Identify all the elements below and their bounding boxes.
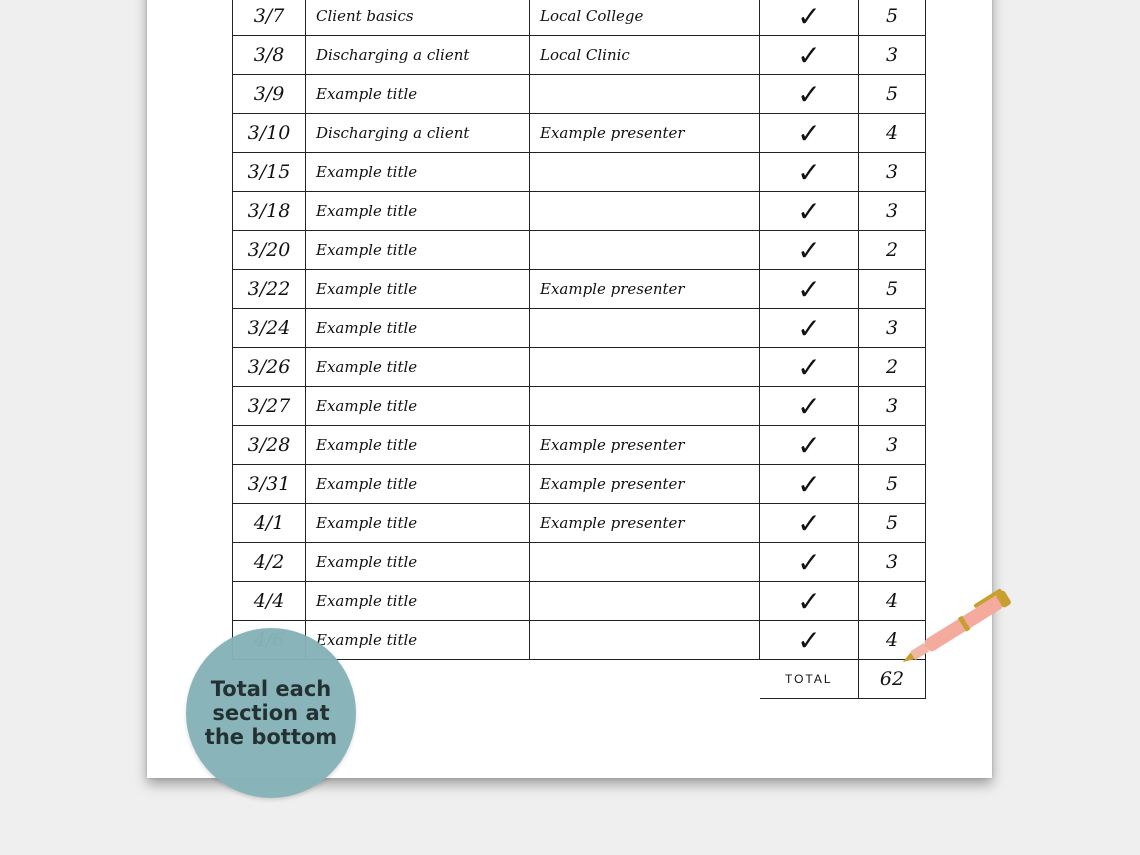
row-presenter: Example presenter <box>530 465 760 504</box>
row-title: Example title <box>306 504 530 543</box>
table-row <box>233 582 926 621</box>
row-presenter: Example presenter <box>530 426 760 465</box>
table-row <box>233 153 926 192</box>
row-hours: 3 <box>859 309 926 348</box>
row-date: 3/22 <box>233 270 306 309</box>
row-title: Example title <box>306 270 530 309</box>
row-date: 3/18 <box>233 192 306 231</box>
row-presenter <box>530 231 760 270</box>
row-date: 3/8 <box>233 36 306 75</box>
row-date: 3/10 <box>233 114 306 153</box>
row-hours: 2 <box>859 231 926 270</box>
row-hours: 5 <box>859 270 926 309</box>
callout-text: Total each section at the bottom <box>204 677 338 749</box>
row-presenter: Example presenter <box>530 270 760 309</box>
checkmark-icon: ✓ <box>760 0 859 36</box>
checkmark-icon: ✓ <box>760 309 859 348</box>
row-title: Client basics <box>306 0 530 36</box>
row-presenter: Example presenter <box>530 504 760 543</box>
row-title: Example title <box>306 426 530 465</box>
total-label: TOTAL <box>760 660 859 699</box>
checkmark-icon: ✓ <box>760 192 859 231</box>
checkmark-icon: ✓ <box>760 348 859 387</box>
row-hours: 3 <box>859 543 926 582</box>
row-presenter: Example presenter <box>530 114 760 153</box>
row-presenter <box>530 192 760 231</box>
table-row <box>233 270 926 309</box>
row-title: Discharging a client <box>306 114 530 153</box>
row-presenter <box>530 582 760 621</box>
row-date: 3/28 <box>233 426 306 465</box>
checkmark-icon: ✓ <box>760 153 859 192</box>
checkmark-icon: ✓ <box>760 114 859 153</box>
row-presenter <box>530 153 760 192</box>
checkmark-icon: ✓ <box>760 426 859 465</box>
row-date: 3/27 <box>233 387 306 426</box>
table-row <box>233 36 926 75</box>
table-row <box>233 621 926 660</box>
checkmark-icon: ✓ <box>760 387 859 426</box>
row-presenter <box>530 309 760 348</box>
row-hours: 3 <box>859 426 926 465</box>
row-presenter: Local Clinic <box>530 36 760 75</box>
pen-icon <box>890 575 1035 675</box>
callout-badge <box>186 628 356 798</box>
row-hours: 3 <box>859 36 926 75</box>
table-row <box>233 0 926 36</box>
row-title: Example title <box>306 231 530 270</box>
row-title: Example title <box>306 309 530 348</box>
row-date: 4/1 <box>233 504 306 543</box>
row-hours: 5 <box>859 465 926 504</box>
row-presenter <box>530 543 760 582</box>
table-row <box>233 114 926 153</box>
row-date: 4/2 <box>233 543 306 582</box>
checkmark-icon: ✓ <box>760 75 859 114</box>
row-title: Discharging a client <box>306 36 530 75</box>
row-hours: 4 <box>859 621 926 660</box>
checkmark-icon: ✓ <box>760 543 859 582</box>
row-title: Example title <box>306 387 530 426</box>
table-row <box>233 465 926 504</box>
table-row <box>233 231 926 270</box>
checkmark-icon: ✓ <box>760 582 859 621</box>
row-title: Example title <box>306 153 530 192</box>
row-hours: 5 <box>859 75 926 114</box>
row-date: 3/9 <box>233 75 306 114</box>
row-date: 3/26 <box>233 348 306 387</box>
row-hours: 4 <box>859 582 926 621</box>
table-row <box>233 387 926 426</box>
row-hours: 2 <box>859 348 926 387</box>
row-title: Example title <box>306 465 530 504</box>
row-hours: 3 <box>859 387 926 426</box>
checkmark-icon: ✓ <box>760 36 859 75</box>
row-date: 3/15 <box>233 153 306 192</box>
checkmark-icon: ✓ <box>760 231 859 270</box>
checkmark-icon: ✓ <box>760 465 859 504</box>
row-presenter: Local College <box>530 0 760 36</box>
row-date: 3/20 <box>233 231 306 270</box>
table-row <box>233 192 926 231</box>
table-row <box>233 348 926 387</box>
row-title: Example title <box>306 582 530 621</box>
row-title: Example title <box>306 192 530 231</box>
checkmark-icon: ✓ <box>760 621 859 660</box>
row-title: Example title <box>306 348 530 387</box>
table-row <box>233 75 926 114</box>
row-presenter <box>530 387 760 426</box>
row-hours: 5 <box>859 0 926 36</box>
checkmark-icon: ✓ <box>760 270 859 309</box>
row-date: 3/7 <box>233 0 306 36</box>
row-hours: 3 <box>859 153 926 192</box>
row-title: Example title <box>306 543 530 582</box>
row-date: 4/4 <box>233 582 306 621</box>
row-presenter <box>530 621 760 660</box>
row-title: Example title <box>306 621 530 660</box>
row-date: 3/31 <box>233 465 306 504</box>
row-hours: 3 <box>859 192 926 231</box>
total-value: 62 <box>859 660 926 699</box>
table-row <box>233 504 926 543</box>
row-date: 3/24 <box>233 309 306 348</box>
checkmark-icon: ✓ <box>760 504 859 543</box>
row-presenter <box>530 75 760 114</box>
table-row <box>233 309 926 348</box>
table-row <box>233 543 926 582</box>
table-row <box>233 426 926 465</box>
row-hours: 5 <box>859 504 926 543</box>
row-presenter <box>530 348 760 387</box>
row-title: Example title <box>306 75 530 114</box>
table-body <box>233 0 926 660</box>
row-hours: 4 <box>859 114 926 153</box>
ce-log-table <box>232 0 926 699</box>
